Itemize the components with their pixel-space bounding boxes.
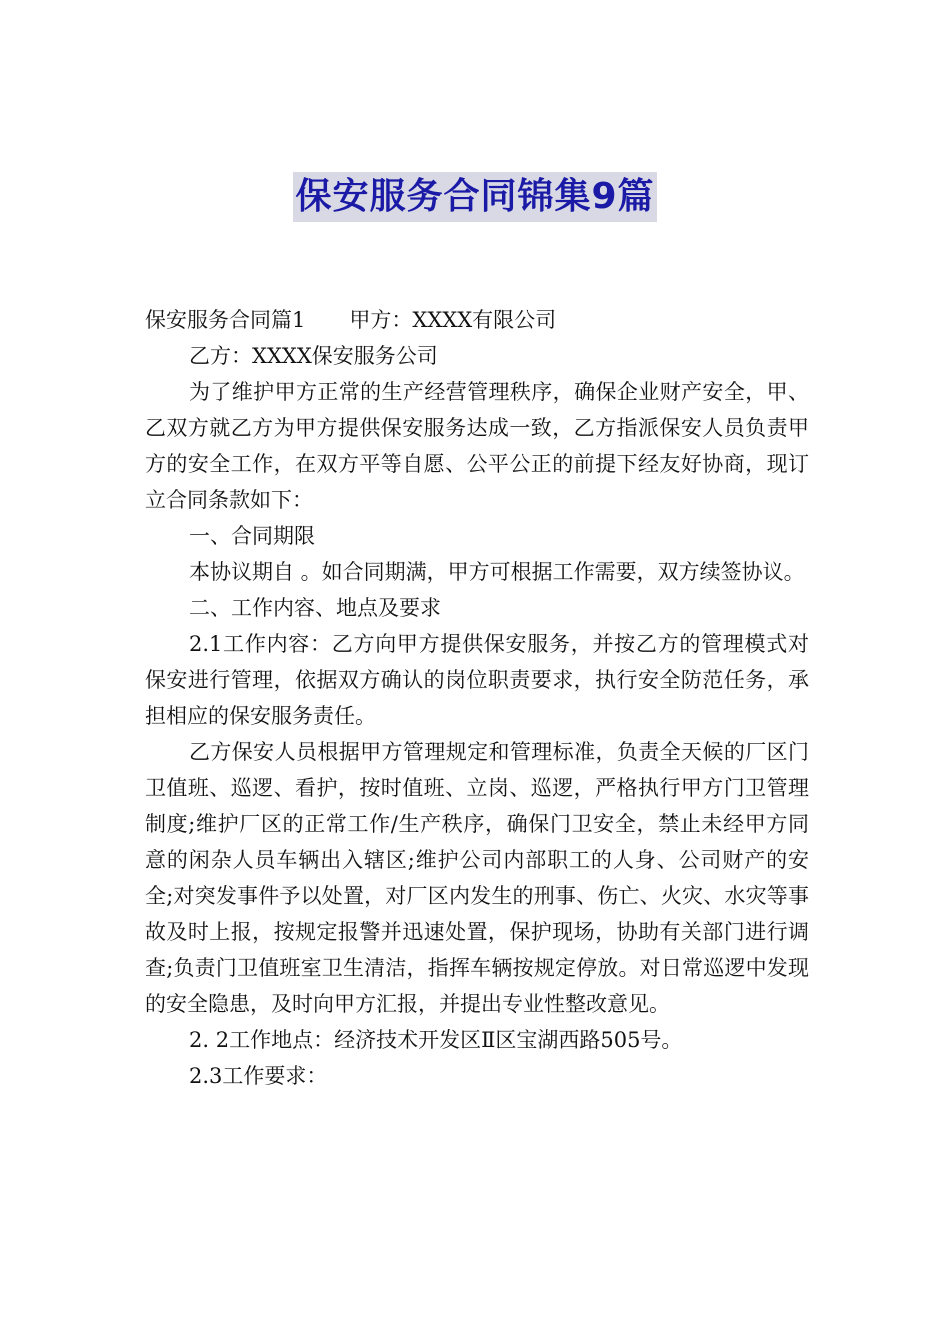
section-1-heading: 一、合同期限	[189, 524, 315, 548]
paragraph-intro: 为了维护甲方正常的生产经营管理秩序，确保企业财产安全，甲、乙双方就乙方为甲方提供保安服务达成一致，乙方指派保安人员负责甲方的安全工作，在双方平等自愿、公平公正的前提下经友好协商，现订立合同条款如下：	[145, 380, 809, 512]
paragraph-contract-header	[145, 302, 809, 338]
document-body	[145, 302, 809, 1094]
party-a-label: 甲方：XXXX有限公司	[349, 308, 557, 332]
paragraph-party-b: 乙方：XXXX保安服务公司	[189, 344, 438, 368]
contract-number-label: 保安服务合同篇1	[145, 308, 306, 332]
document-title: 保安服务合同锦集9篇	[293, 172, 656, 222]
section-2-heading: 二、工作内容、地点及要求	[189, 596, 441, 620]
section-1-body: 本协议期自 。如合同期满，甲方可根据工作需要，双方续签协议。	[189, 560, 805, 584]
title-container	[0, 172, 950, 222]
section-2-3: 2.3工作要求：	[189, 1064, 328, 1088]
section-2-2: 2. 2工作地点：经济技术开发区Ⅱ区宝湖西路505号。	[189, 1028, 683, 1052]
section-2-1: 2.1工作内容：乙方向甲方提供保安服务，并按乙方的管理模式对保安进行管理，依据双方确认的岗位职责要求，执行安全防范任务，承担相应的保安服务责任。	[145, 632, 809, 728]
section-2-1-detail: 乙方保安人员根据甲方管理规定和管理标准，负责全天候的厂区门卫值班、巡逻、看护，按时值班、立岗、巡逻，严格执行甲方门卫管理制度;维护厂区的正常工作/生产秩序，确保门卫安全，禁止未经甲方同意的闲杂人员车辆出入辖区;维护公司内部职工的人身、公司财产的安全;对突发事件予以处置，对厂区内发生的刑事、伤亡、火灾、水灾等事故及时上报，按规定报警并迅速处置，保护现场，协助有关部门进行调查;负责门卫值班室卫生清洁，指挥车辆按规定停放。对日常巡逻中发现的安全隐患，及时向甲方汇报，并提出专业性整改意见。	[145, 740, 809, 1016]
